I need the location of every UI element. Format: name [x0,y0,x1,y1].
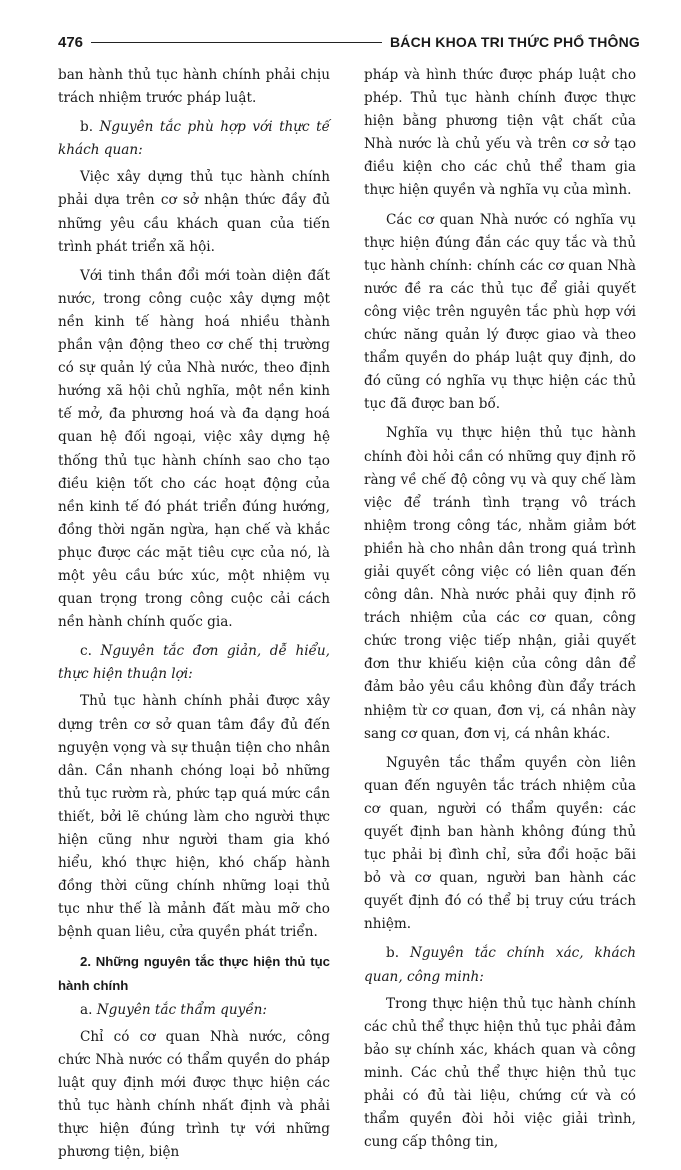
subsection-label: c. [80,643,92,660]
subsection-title: Nguyên tắc đơn giản, dễ hiểu, thực hiện thuận lợi: [58,643,330,683]
left-column [58,64,330,1170]
paragraph: pháp và hình thức được pháp luật cho phép. Thủ tục hành chính được thực hiện bằng phương tiện vật chất của Nhà nước là chủ yếu và trên cơ sở tạo điều kiện cho các chủ thể tham gia thực hiện quyền và nghĩa vụ của mình. [364,67,636,199]
subsection-heading [364,942,636,988]
subsection-title: Nguyên tắc chính xác, khách quan, công minh: [364,945,636,985]
paragraph: Thủ tục hành chính phải được xây dựng trên cơ sở quan tâm đầy đủ đến nguyện vọng và sự thuận tiện cho nhân dân. Cần nhanh chóng loại bỏ những thủ tục rườm rà, phức tạp quá mức cần thiết, bởi lẽ chúng làm cho người thực hiện cũng như người tham gia khó hiểu, khó thực hiện, khó chấp hành đồng thời cũng chính những loại thủ tục như thế là mảnh đất màu mỡ cho bệnh quan liêu, cửa quyền phát triển. [58,693,330,941]
paragraph: Nguyên tắc thẩm quyền còn liên quan đến nguyên tắc trách nhiệm của cơ quan, người có thẩm quyền: các quyết định ban hành không đúng thủ tục phải bị đình chỉ, sửa đổi hoặc bãi bỏ và cơ quan, người ban hành các quyết định đó có thể bị truy cứu trách nhiệm. [364,754,636,933]
paragraph: Với tinh thần đổi mới toàn diện đất nước, trong công cuộc xây dựng một nền kinh tế hàng hoá nhiều thành phần vận động theo cơ chế thị trường có sự quản lý của Nhà nước, theo định hướng xã hội chủ nghĩa, một nền kinh tế mở, đa phương hoá và đa dạng hoá quan hệ đối ngoại, việc xây dựng hệ thống thủ tục hành chính sao cho tạo điều kiện tốt cho các hoạt động của nền kinh tế đó phát triển đúng hướng, đồng thời ngăn ngừa, hạn chế và khắc phục được các mặt tiêu cực của nó, là một yêu cầu bức xúc, một nhiệm vụ quan trọng trong công cuộc cải cách nền hành chính quốc gia. [58,267,330,631]
subsection-heading [58,116,330,162]
page-number: 476 [58,33,84,51]
paragraph: Trong thực hiện thủ tục hành chính các chủ thể thực hiện thủ tục phải đảm bảo sự chính xác, khách quan và công minh. Các chủ thể thực hiện thủ tục phải có đủ tài liệu, chứng cứ và có thẩm quyền đòi hỏi việc giải trình, cung cấp thông tin, [364,995,636,1151]
subsection-heading [58,999,330,1022]
paragraph: ban hành thủ tục hành chính phải chịu trách nhiệm trước pháp luật. [58,67,330,107]
subsection-title: Nguyên tắc phù hợp với thực tế khách quan: [58,119,330,159]
subsection-title: Nguyên tắc thẩm quyền: [96,1001,268,1018]
paragraph: Nghĩa vụ thực hiện thủ tục hành chính đòi hỏi cần có những quy định rõ ràng về chế độ công vụ và quy chế làm việc để tránh tình trạng vô trách nhiệm trong công tác, nhằm giảm bớt phiền hà cho nhân dân trong quá trình giải quyết công việc có liên quan đến công dân. Nhà nước phải quy định rõ trách nhiệm của các cơ quan, công chức trong việc tiếp nhận, giải quyết đơn thư khiếu kiện của công dân để đảm bảo yêu cầu không đùn đẩy trách nhiệm từ cơ quan, đơn vị, cá nhân này sang cơ quan, đơn vị, cá nhân khác. [364,425,636,742]
running-title: BÁCH KHOA TRI THỨC PHỔ THÔNG [389,34,640,50]
subsection-label: b. [386,945,400,962]
subsection-label: b. [80,119,94,136]
section-heading: 2. Những nguyên tắc thực hiện thủ tục hành chính [58,954,330,993]
paragraph: Chỉ có cơ quan Nhà nước, công chức Nhà nước có thẩm quyền do pháp luật quy định mới được thực hiện các thủ tục hành chính nhất định và phải thực hiện đúng trình tự với những phương tiện, biện [58,1028,330,1161]
subsection-label: a. [80,1001,93,1018]
right-column [364,64,636,1160]
page-header [58,30,640,54]
paragraph: Việc xây dựng thủ tục hành chính phải dựa trên cơ sở nhận thức đầy đủ những yêu cầu khách quan của tiến trình phát triển xã hội. [58,169,330,255]
header-rule [91,42,382,43]
paragraph: Các cơ quan Nhà nước có nghĩa vụ thực hiện đúng đắn các quy tắc và thủ tục hành chính: chính các cơ quan Nhà nước đề ra các thủ tục để giải quyết công việc trên nguyên tắc phù hợp với chức năng quản lý được giao và theo thẩm quyền do pháp luật quy định, do đó cũng có nghĩa vụ thực hiện các thủ tục đã được ban bố. [364,211,636,413]
subsection-heading [58,640,330,686]
